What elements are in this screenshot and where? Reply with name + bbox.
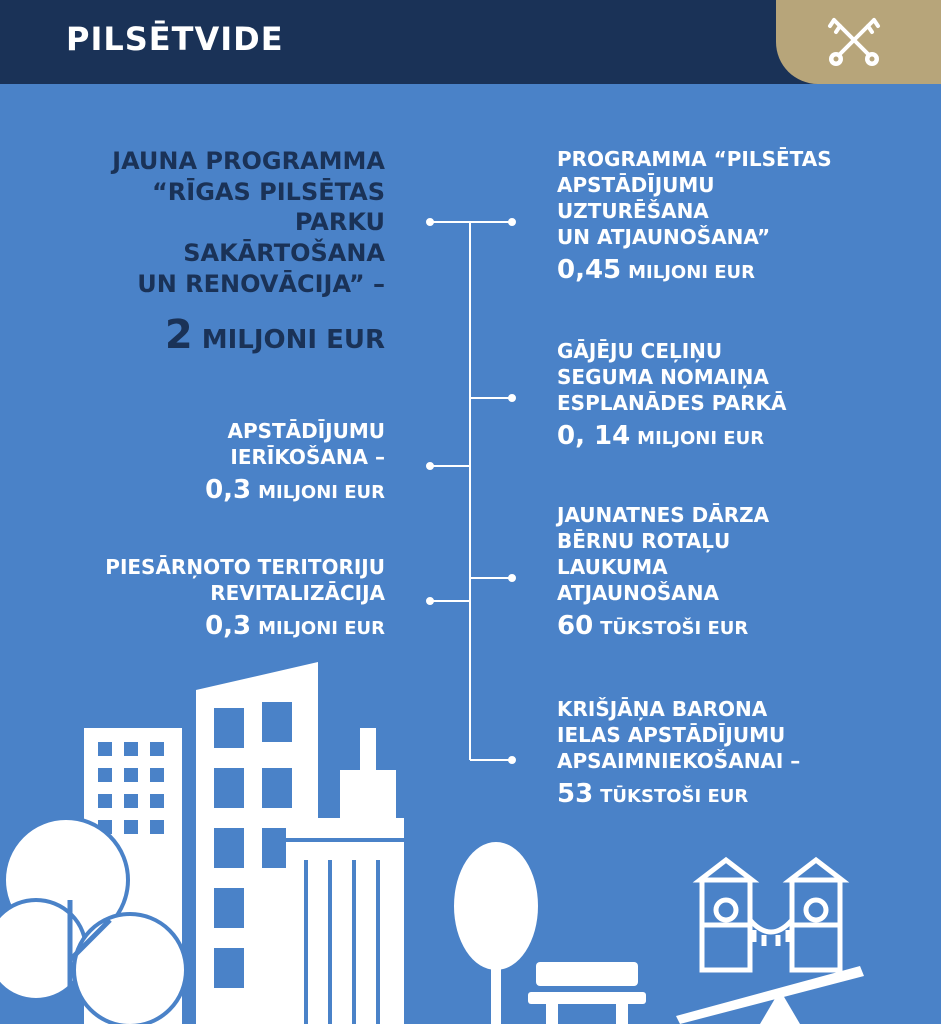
amount-unit: MILJONI EUR xyxy=(258,482,385,503)
text-line: PARKU xyxy=(294,208,385,237)
amount-unit: MILJONI EUR xyxy=(628,262,756,283)
text-line: SAKĀRTOŠANA xyxy=(183,239,385,268)
amount-unit: MILJONI EUR xyxy=(637,428,765,449)
bench-icon xyxy=(528,962,646,1024)
text-line: PROGRAMMA “PILSĒTAS xyxy=(557,147,832,171)
amount-value: 53 xyxy=(557,779,594,809)
text-line: BĒRNU ROTAĻU xyxy=(557,529,731,553)
amount-unit: TŪKSTOŠI EUR xyxy=(600,618,749,639)
text-line: UZTURĒŠANA xyxy=(557,199,709,223)
text-line: APSTĀDĪJUMU xyxy=(227,419,385,443)
playground-icon xyxy=(700,860,842,970)
text-line: JAUNA PROGRAMMA xyxy=(112,147,385,175)
text-line: ATJAUNOŠANA xyxy=(557,581,719,605)
amount-unit: TŪKSTOŠI EUR xyxy=(600,786,749,807)
amount-unit: MILJONI EUR xyxy=(201,324,385,355)
page-title: PILSĒTVIDE xyxy=(66,20,284,58)
seesaw-icon xyxy=(676,966,864,1024)
tree-icon xyxy=(454,842,538,1024)
text-line: “RĪGAS PILSĒTAS xyxy=(152,177,385,206)
text-line: APSTĀDĪJUMU xyxy=(557,173,715,197)
amount-value: 2 xyxy=(164,311,193,358)
amount-value: 0,3 xyxy=(205,475,252,505)
amount-value: 0, 14 xyxy=(557,421,631,451)
text-line: SEGUMA NOMAIŅA xyxy=(557,365,769,389)
text-line: REVITALIZĀCIJA xyxy=(210,581,385,605)
amount-value: 0,3 xyxy=(205,611,252,641)
amount-value: 0,45 xyxy=(557,255,622,285)
text-line: UN ATJAUNOŠANA” xyxy=(557,225,771,249)
text-line: ESPLANĀDES PARKĀ xyxy=(557,391,787,415)
text-line: KRIŠJĀŅA BARONA xyxy=(557,697,768,721)
text-line: IELAS APSTĀDĪJUMU xyxy=(557,723,786,747)
text-line: APSAIMNIEKOŠANAI – xyxy=(557,749,801,773)
text-line: GĀJĒJU CEĻIŅU xyxy=(557,339,723,363)
text-line: JAUNATNES DĀRZA xyxy=(557,503,770,527)
text-line: PIESĀRŅOTO TERITORIJU xyxy=(105,555,385,579)
amount-value: 60 xyxy=(557,611,594,641)
text-line: IERĪKOŠANA – xyxy=(230,445,385,469)
text-line: UN RENOVĀCIJA” – xyxy=(137,269,385,298)
amount-unit: MILJONI EUR xyxy=(258,618,385,639)
text-line: LAUKUMA xyxy=(557,555,668,579)
